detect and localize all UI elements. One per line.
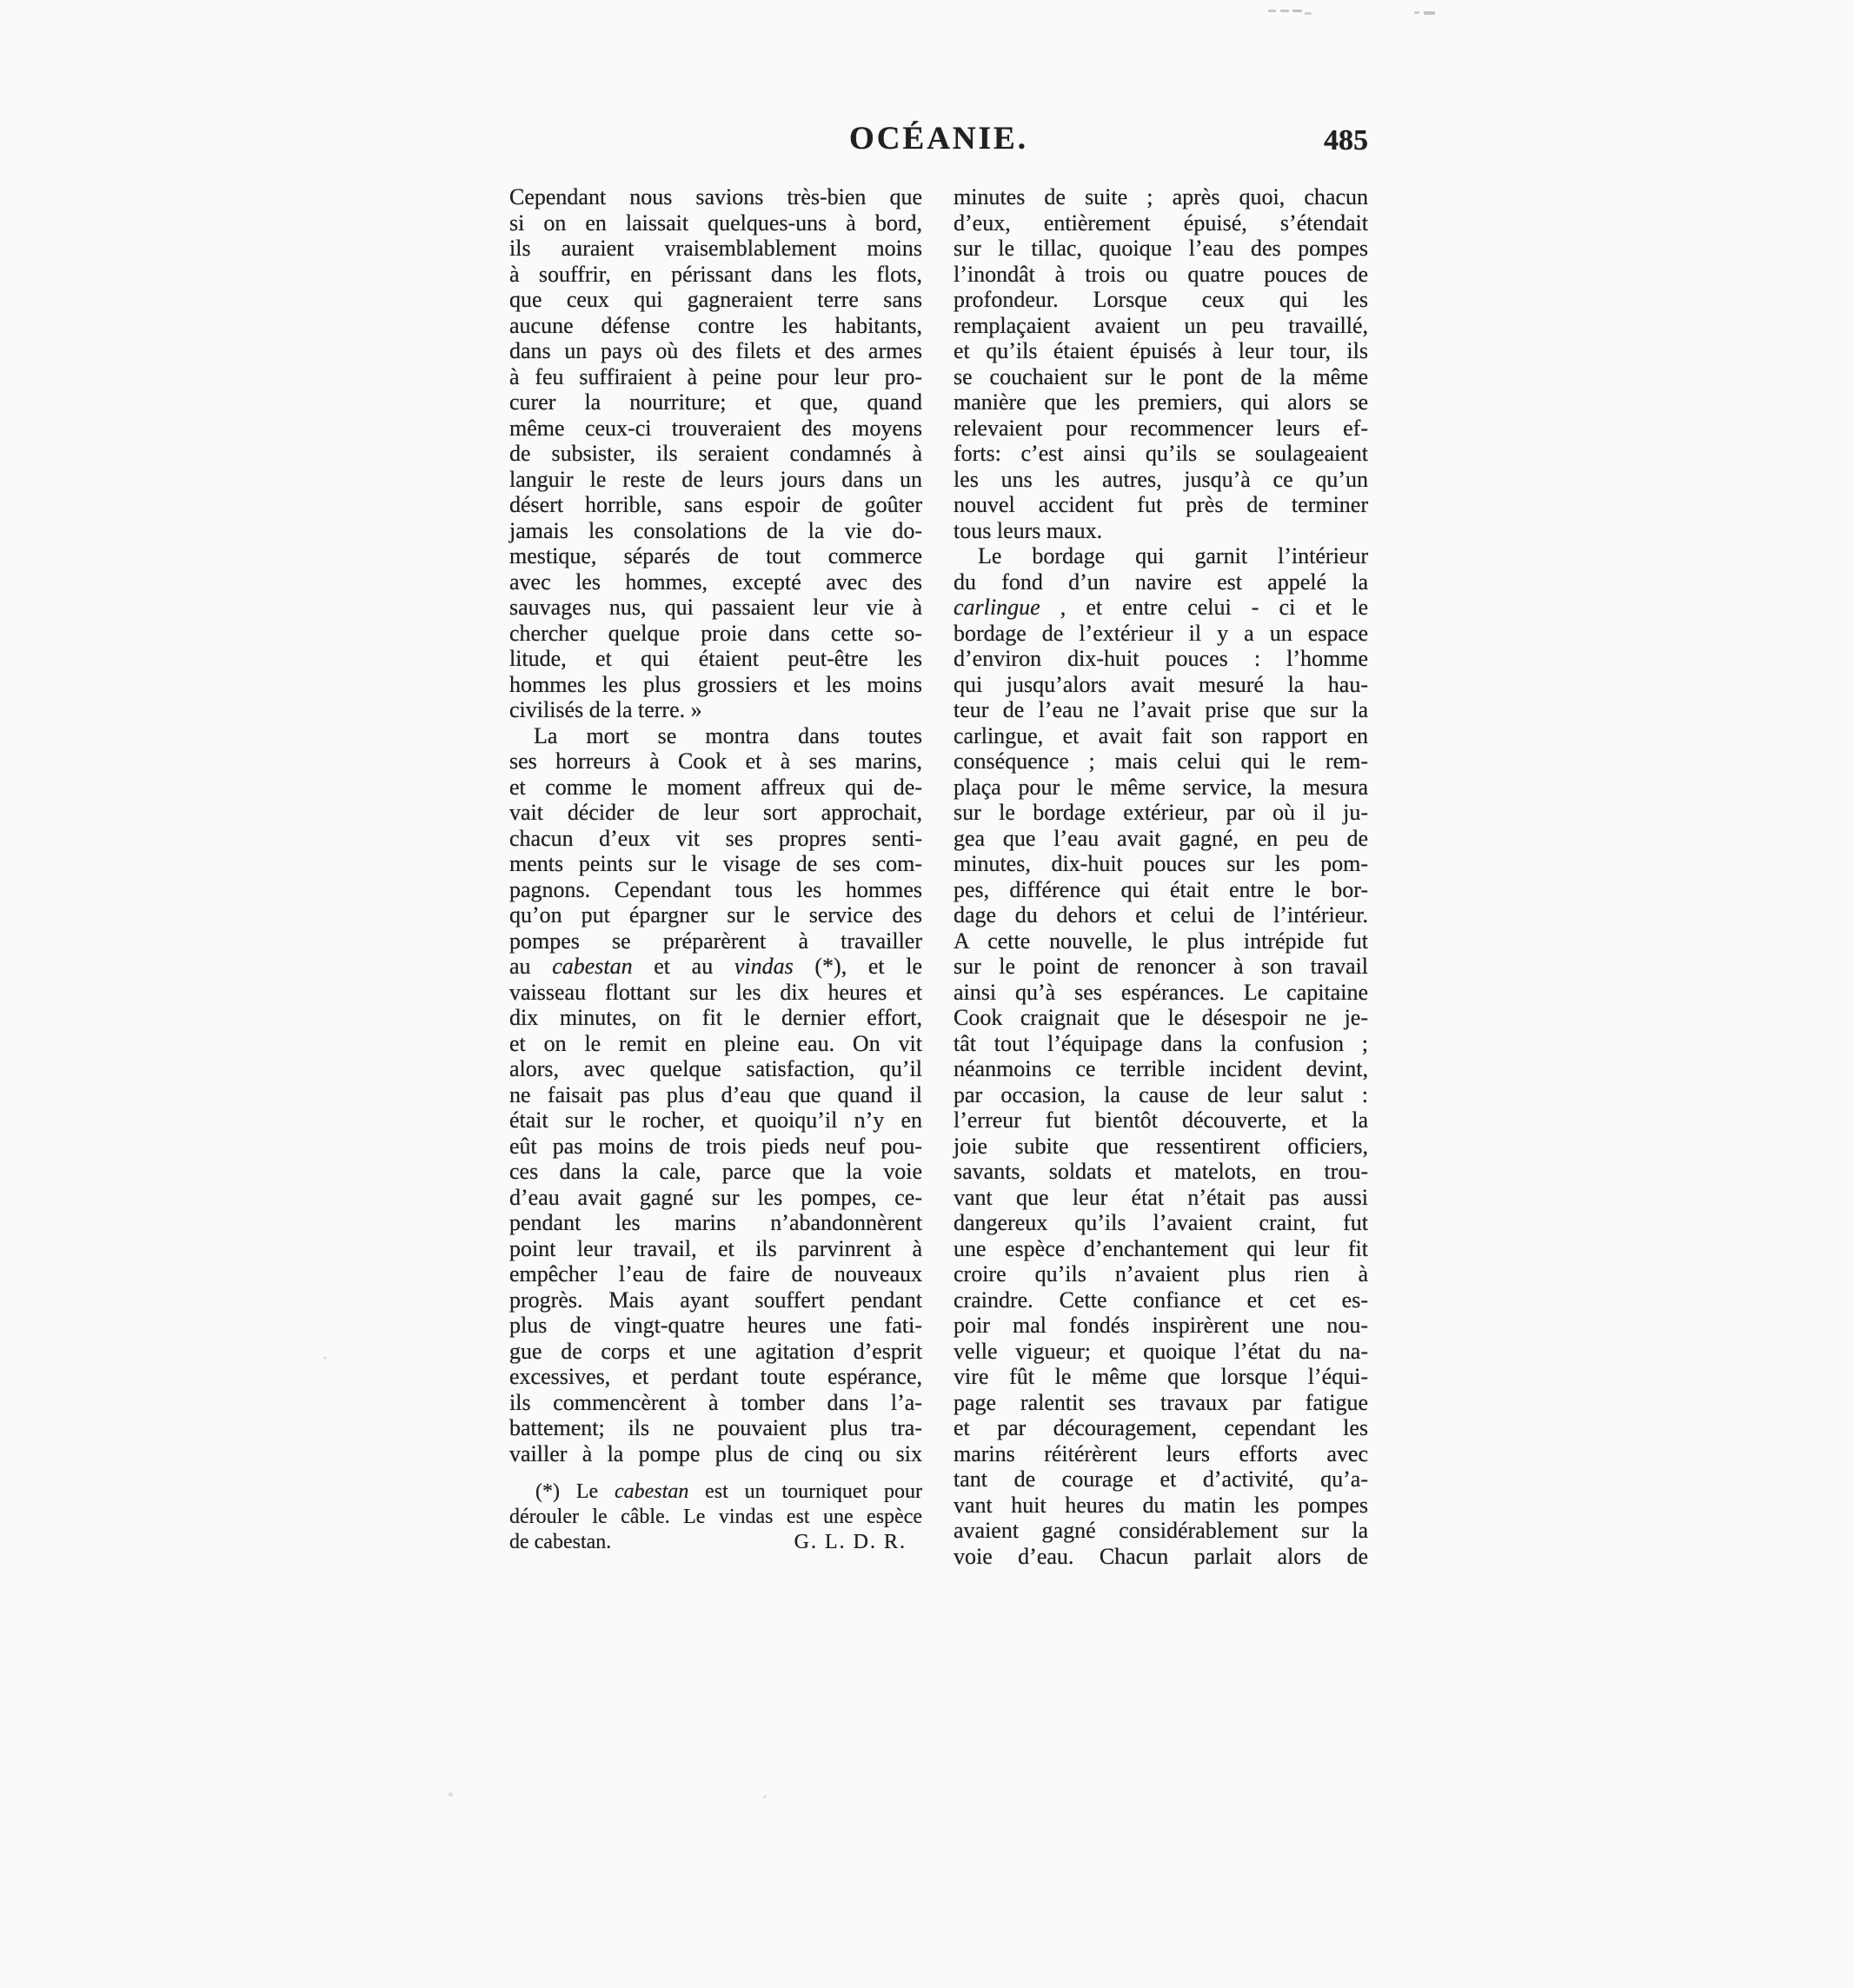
text-line: tât tout l’équipage dans la confusion ; [954, 1030, 1368, 1056]
text-line: ils commencèrent à tomber dans l’a- [509, 1389, 922, 1415]
text-line: qui jusqu’alors avait mesuré la hau- [954, 671, 1368, 697]
text-line: ces dans la cale, parce que la voie [509, 1159, 922, 1184]
text-line: à feu suffiraient à peine pour leur pro- [509, 363, 922, 389]
text-line: tous leurs maux. [954, 517, 1103, 543]
text-line: que ceux qui gagneraient terre sans [509, 287, 922, 312]
text-line: hommes les plus grossiers et les moins [509, 671, 922, 697]
text-line: alors, avec quelque satisfaction, qu’il [509, 1056, 922, 1081]
text-line: une espèce d’enchantement qui leur fit [954, 1235, 1368, 1261]
text-line: languir le reste de leurs jours dans un [509, 466, 922, 492]
footnote-signature: G. L. D. R. [794, 1531, 907, 1553]
text-line: ainsi qu’à ses espérances. Le capitaine [954, 979, 1368, 1005]
text-line: curer la nourriture; et que, quand [509, 389, 922, 415]
text-line: bordage de l’extérieur il y a un espace [954, 620, 1368, 646]
scan-artifact [1292, 10, 1302, 12]
text-line: plaça pour le même service, la mesura [954, 774, 1368, 800]
text-column-left [509, 184, 922, 1466]
text-line: relevaient pour recommencer leurs ef- [954, 415, 1368, 441]
text-line: était sur le rocher, et quoiqu’il n’y en [509, 1107, 922, 1133]
page-title: OCÉANIE. [849, 121, 1028, 156]
text-line: pagnons. Cependant tous les hommes [509, 876, 922, 902]
text-line: pendant les marins n’abandonnèrent [509, 1210, 922, 1235]
scan-artifact [1268, 10, 1276, 12]
text-line: néanmoins ce terrible incident devint, [954, 1056, 1368, 1081]
text-line: d’eux, entièrement épuisé, s’étendait [954, 209, 1368, 236]
text-line: carlingue , et entre celui - ci et le [954, 595, 1368, 620]
text-line: eût pas moins de trois pieds neuf pou- [509, 1133, 922, 1159]
text-line: excessives, et perdant toute espérance, [509, 1364, 922, 1389]
text-line: jamais les consolations de la vie do- [509, 517, 922, 543]
text-line: l’erreur fut bientôt découverte, et la [954, 1107, 1368, 1133]
text-line: et on le remit en pleine eau. On vit [509, 1030, 922, 1056]
text-line: ne faisait pas plus d’eau que quand il [509, 1081, 922, 1107]
text-line: par occasion, la cause de leur salut : [954, 1081, 1368, 1107]
text-line: La mort se montra dans toutes [534, 722, 922, 748]
text-line: les uns les autres, jusqu’à ce qu’un [954, 466, 1368, 492]
text-line: pompes se préparèrent à travailler [509, 928, 922, 954]
text-line: sauvages nus, qui passaient leur vie à [509, 595, 922, 620]
text-line: minutes, dix-huit pouces sur les pom- [954, 851, 1368, 876]
text-line: avaient gagné considérablement sur la [954, 1518, 1368, 1543]
text-line: dangereux qu’ils l’avaient craint, fut [954, 1210, 1368, 1235]
text-line: battement; ils ne pouvaient plus tra- [509, 1415, 922, 1440]
page-number: 485 [1324, 124, 1368, 156]
text-line: pes, différence qui était entre le bor- [954, 876, 1368, 902]
text-line: manière que les premiers, qui alors se [954, 389, 1368, 415]
text-line: et qu’ils étaient épuisés à leur tour, ils [954, 338, 1368, 363]
text-line: craindre. Cette confiance et cet es- [954, 1287, 1368, 1313]
text-line: dérouler le câble. Le vindas est une espèce [509, 1506, 922, 1528]
text-line: dix minutes, on fit le dernier effort, [509, 1005, 922, 1030]
text-line: carlingue, et avait fait son rapport en [954, 722, 1368, 748]
text-line: remplaçaient avaient un peu travaillé, [954, 312, 1368, 338]
text-line: mestique, séparés de tout commerce [509, 543, 922, 568]
scan-artifact [323, 1356, 327, 1360]
scan-artifact [763, 1795, 767, 1799]
text-line: minutes de suite ; après quoi, chacun [954, 184, 1368, 209]
text-line: du fond d’un navire est appelé la [954, 568, 1368, 595]
text-line: ses horreurs à Cook et à ses marins, [509, 748, 922, 774]
scan-artifact [1280, 10, 1289, 12]
text-line: d’eau avait gagné sur les pompes, ce- [509, 1184, 922, 1210]
text-line: savants, soldats et matelots, en trou- [954, 1159, 1368, 1184]
text-line: vaisseau flottant sur les dix heures et [509, 979, 922, 1005]
footnote [509, 1479, 922, 1555]
text-line: profondeur. Lorsque ceux qui les [954, 287, 1368, 312]
text-line: tant de courage et d’activité, qu’a- [954, 1466, 1368, 1492]
text-line: plus de vingt-quatre heures une fati- [509, 1313, 922, 1338]
text-line: désert horrible, sans espoir de goûter [509, 492, 922, 517]
text-line: Le bordage qui garnit l’intérieur [978, 543, 1368, 568]
scan-artifact [1414, 11, 1419, 14]
text-column-right [954, 184, 1368, 1569]
text-line: qu’on put épargner sur le service des [509, 902, 922, 928]
text-line: l’inondât à trois ou quatre pouces de [954, 261, 1368, 287]
text-line: conséquence ; mais celui qui le rem- [954, 748, 1368, 774]
text-line: poir mal fondés inspirèrent une nou- [954, 1313, 1368, 1338]
text-line: ments peints sur le visage de ses com- [509, 851, 922, 876]
text-line: même ceux-ci trouveraient des moyens [509, 415, 922, 441]
text-line: forts: c’est ainsi qu’ils se soulageaient [954, 441, 1368, 466]
text-line: se couchaient sur le pont de la même [954, 363, 1368, 389]
text-line: si on en laissait quelques-uns à bord, [509, 209, 922, 236]
text-line: page ralentit ses travaux par fatigue [954, 1389, 1368, 1415]
text-line: (*) Le cabestan est un tourniquet pour [535, 1480, 922, 1503]
text-line: vait décider de leur sort approchait, [509, 800, 922, 825]
text-line: gea que l’eau avait gagné, en peu de [954, 825, 1368, 851]
scan-artifact [1305, 12, 1312, 15]
text-line: dans un pays où des filets et des armes [509, 338, 922, 363]
text-line: au cabestan et au vindas (*), et le [509, 954, 922, 979]
text-line: Cependant nous savions très-bien que [509, 184, 922, 209]
text-line: sur le bordage extérieur, par où il ju- [954, 800, 1368, 825]
text-line: chacun d’eux vit ses propres senti- [509, 825, 922, 851]
text-line: nouvel accident fut près de terminer [954, 492, 1368, 517]
text-line: aucune défense contre les habitants, [509, 312, 922, 338]
text-line: vailler à la pompe plus de cinq ou six [509, 1440, 922, 1466]
text-line: marins réitérèrent leurs efforts avec [954, 1440, 1368, 1466]
text-line: à souffrir, en périssant dans les flots, [509, 261, 922, 287]
text-line: progrès. Mais ayant souffert pendant [509, 1287, 922, 1313]
text-line: vant huit heures du matin les pompes [954, 1492, 1368, 1518]
text-line: litude, et qui étaient peut-être les [509, 646, 922, 671]
text-line: ils auraient vraisemblablement moins [509, 236, 922, 261]
text-line: vire fût le même que lorsque l’équi- [954, 1364, 1368, 1389]
text-line: joie subite que ressentirent officiers, [954, 1133, 1368, 1159]
text-line: A cette nouvelle, le plus intrépide fut [954, 928, 1368, 954]
text-line: point leur travail, et ils parvinrent à [509, 1235, 922, 1261]
text-line: avec les hommes, excepté avec des [509, 568, 922, 595]
text-line: gue de corps et une agitation d’esprit [509, 1338, 922, 1364]
text-line: velle vigueur; et quoique l’état du na- [954, 1338, 1368, 1364]
text-line: sur le tillac, quoique l’eau des pompes [954, 236, 1368, 261]
text-line: empêcher l’eau de faire de nouveaux [509, 1261, 922, 1287]
scan-artifact [1424, 11, 1435, 15]
text-line: vant que leur état n’était pas aussi [954, 1184, 1368, 1210]
text-line: Cook craignait que le désespoir ne je- [954, 1005, 1368, 1030]
text-line: sur le point de renoncer à son travail [954, 954, 1368, 979]
text-line: civilisés de la terre. » [509, 697, 702, 722]
text-line: chercher quelque proie dans cette so- [509, 620, 922, 646]
text-line: teur de l’eau ne l’avait prise que sur la [954, 697, 1368, 722]
scan-artifact [449, 1792, 453, 1797]
text-line: dage du dehors et celui de l’intérieur. [954, 902, 1368, 928]
text-line: et comme le moment affreux qui de- [509, 774, 922, 800]
text-line: croire qu’ils n’avaient plus rien à [954, 1261, 1368, 1287]
text-line: et par découragement, cependant les [954, 1415, 1368, 1440]
text-line: d’environ dix-huit pouces : l’homme [954, 646, 1368, 671]
text-line: de cabestan. [509, 1531, 612, 1553]
text-line: de subsister, ils seraient condamnés à [509, 441, 922, 466]
text-line: voie d’eau. Chacun parlait alors de [954, 1543, 1368, 1569]
